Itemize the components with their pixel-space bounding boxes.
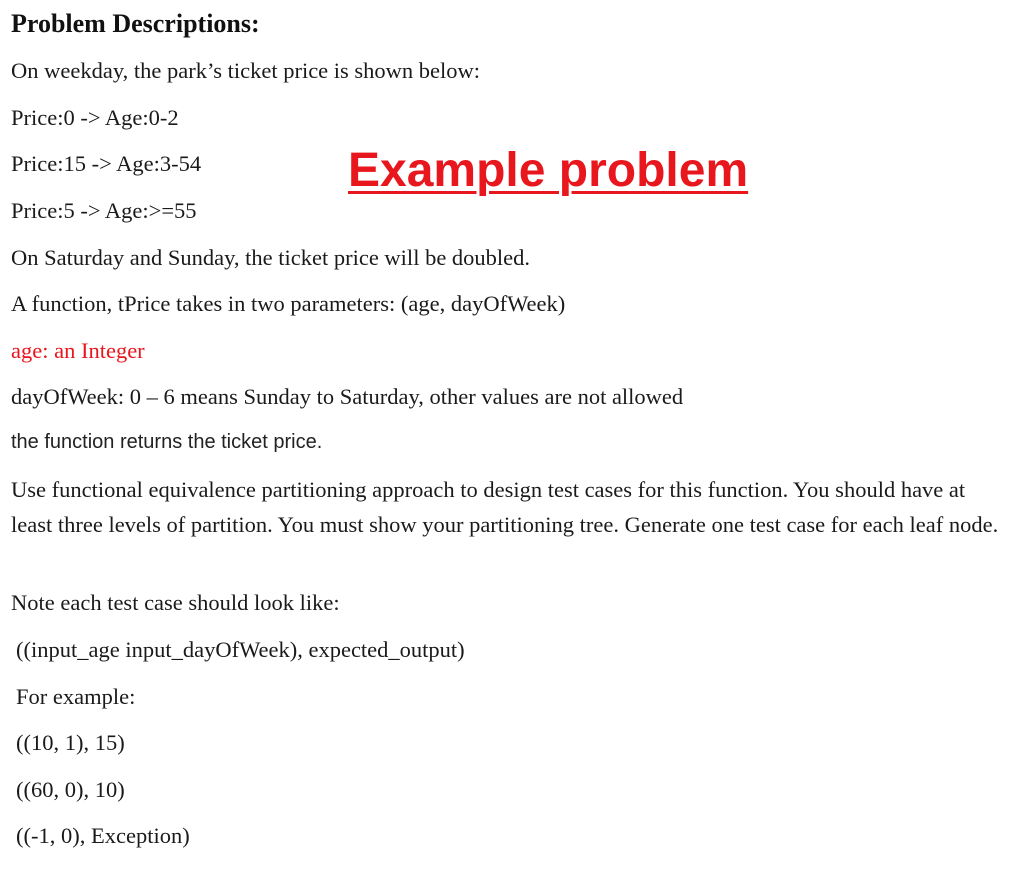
example-label: For example:	[16, 684, 136, 709]
price-line-1: Price:0 -> Age:0-2	[11, 105, 179, 130]
example-problem-stamp: Example problem	[348, 144, 749, 197]
page-title: Problem Descriptions:	[11, 9, 260, 38]
example-3: ((-1, 0), Exception)	[16, 823, 190, 848]
example-2: ((60, 0), 10)	[16, 777, 125, 802]
test-case-format: ((input_age input_dayOfWeek), expected_output)	[16, 637, 465, 662]
price-line-3: Price:5 -> Age:>=55	[11, 198, 197, 223]
weekend-note: On Saturday and Sunday, the ticket price will be doubled.	[11, 245, 531, 270]
note-text: Note each test case should look like:	[11, 590, 340, 615]
task-paragraph: Use functional equivalence partitioning approach to design test cases for this function. You should have at least three levels of partition. You must show your partitioning tree. Generate one test case for each leaf node.	[11, 477, 999, 537]
returns-text: the function returns the ticket price.	[11, 431, 323, 453]
day-parameter: dayOfWeek: 0 – 6 means Sunday to Saturday, other values are not allowed	[11, 384, 684, 409]
function-description: A function, tPrice takes in two parameters: (age, dayOfWeek)	[11, 291, 566, 316]
example-1: ((10, 1), 15)	[16, 730, 125, 755]
age-parameter: age: an Integer	[11, 338, 145, 363]
price-line-2: Price:15 -> Age:3-54	[11, 151, 202, 176]
intro-text: On weekday, the park’s ticket price is shown below:	[11, 58, 481, 83]
